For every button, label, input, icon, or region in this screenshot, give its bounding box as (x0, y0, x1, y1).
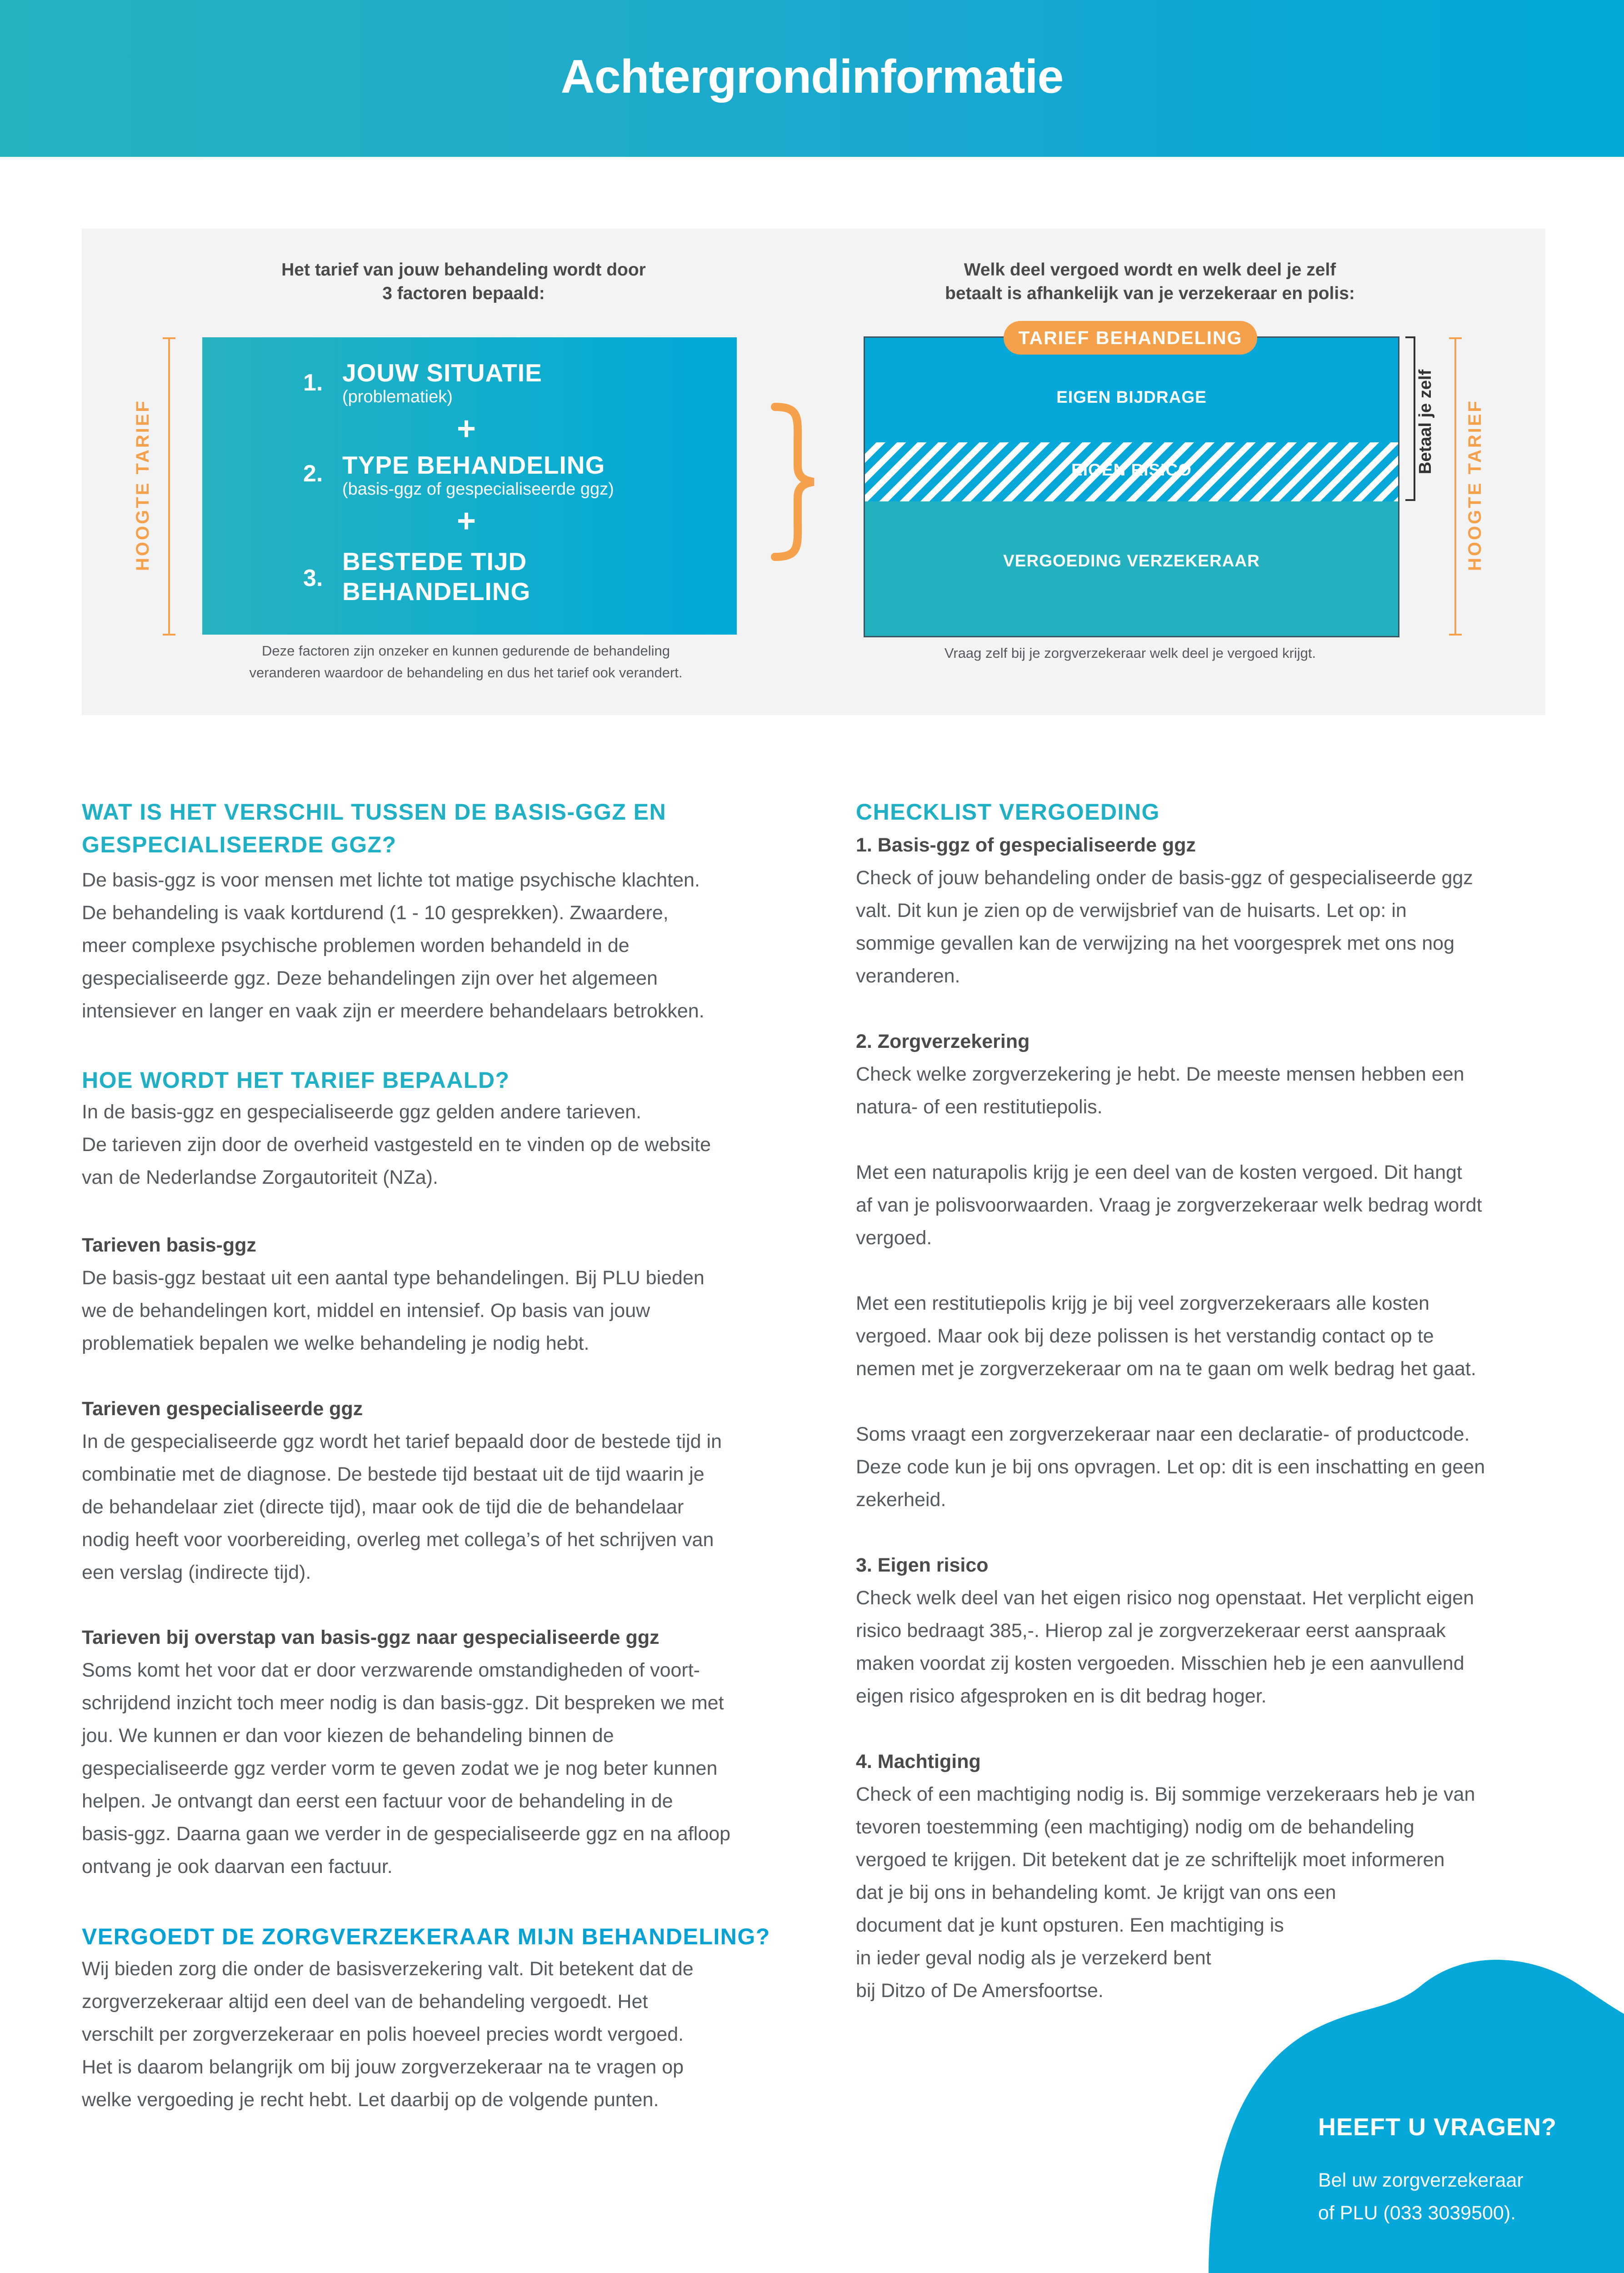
right-axis-label: HOOGTE TARIEF (1465, 399, 1485, 571)
overstap-paragraph: Soms komt het voor dat er door verzwarende omstandigheden of voort- schrijdend inzicht toch meer nodig is dan basis-ggz. Dit bespreken we met jou. We kunnen er dan voor kiezen de behandeling binnen de gespecialiseerde ggz verder vorm te geven zodat we je nog beter kunnen helpen. Je ontvangt dan eerst een factuur voor de behandeling in de basis-ggz. Daarna gaan we verder in de gespecialiseerde ggz en na afloop ontvang je ook daarvan een factuur. (82, 1659, 731, 1877)
subheading-overstap: Tarieven bij overstap van basis-ggz naar gespecialiseerde ggz (82, 1627, 660, 1648)
pay-yourself-label: Betaal je zelf (1416, 369, 1435, 475)
gespecialiseerde-ggz-paragraph: In de gespecialiseerde ggz wordt het tarief bepaald door de bestede tijd in combinatie met de diagnose. De bestede tijd bestaat uit de tijd waarin je de behandelaar ziet (directe tijd), maar ook de tijd die de behandelaar nodig heeft voor voorbereiding, overleg met collega’s of het schrijven van een verslag (indirecte tijd). (82, 1431, 722, 1583)
factor-3-number: 3. (303, 565, 323, 591)
heading-tariff-determined: HOE WORDT HET TARIEF BEPAALD? (82, 1067, 510, 1093)
checklist-item-2-title: 2. Zorgverzekering (856, 1031, 1030, 1052)
basis-ggz-paragraph: De basis-ggz bestaat uit een aantal type behandelingen. Bij PLU bieden we de behandelingen kort, middel en intensief. Op basis van jouw problematiek bepalen we welke behandeling je nodig hebt. (82, 1267, 705, 1354)
insurer-coverage-label: VERGOEDING VERZEKERAAR (1003, 551, 1260, 570)
heading-difference: WAT IS HET VERSCHIL TUSSEN DE BASIS-GGZ EN GESPECIALISEERDE GGZ? (82, 799, 667, 857)
declaration-code-text: Soms vraagt een zorgverzekeraar naar een declaratie- of productcode. Deze code kun je bij ons opvragen. Let op: dit is een inschatting en geen zekerheid. (856, 1423, 1485, 1511)
own-contribution-label: EIGEN BIJDRAGE (1056, 388, 1207, 406)
insurer-coverage-paragraph: Wij bieden zorg die onder de basisverzekering valt. Dit betekent dat de zorgverzekeraar altijd een deel van de behandeling vergoedt. Het verschilt per zorgverzekeraar en polis hoeveel precies wordt vergoed. Het is daarom belangrijk om bij jouw zorgverzekeraar na te vragen op welke vergoeding je recht hebt. Let daarbij op de volgende punten. (82, 1958, 694, 2111)
factor-1-sub: (problematiek) (342, 387, 453, 406)
tariff-determined-paragraph: In de basis-ggz en gespecialiseerde ggz gelden andere tarieven. De tarieven zijn door de overheid vastgesteld en te vinden op de website van de Nederlandse Zorgautoriteit (NZa). (82, 1101, 711, 1188)
page-title: Achtergrondinformatie (560, 50, 1064, 103)
checklist-item-2-text: Check welke zorgverzekering je hebt. De meeste mensen hebben een natura- of een restitutiepolis. (856, 1063, 1464, 1118)
subheading-basis-ggz: Tarieven basis-ggz (82, 1234, 256, 1256)
right-infographic-caption: Welk deel vergoed wordt en welk deel je zelf betaalt is afhankelijk van je verzekeraar en polis: (945, 260, 1355, 303)
factor-2-number: 2. (303, 461, 323, 487)
contact-heading: HEEFT U VRAGEN? (1318, 2113, 1557, 2141)
heading-insurer-coverage: VERGOEDT DE ZORGVERZEKERAAR MIJN BEHANDELING? (82, 1924, 770, 1949)
naturapolis-text: Met een naturapolis krijg je een deel van de kosten vergoed. Dit hangt af van je polisvoorwaarden. Vraag je zorgverzekeraar welk bedrag wordt vergoed. (856, 1162, 1482, 1249)
checklist-item-1-text: Check of jouw behandeling onder de basis-ggz of gespecialiseerde ggz valt. Dit kun je zien op de verwijsbrief van de huisarts. Let op: in sommige gevallen kan de verwijzing na het voorgesprek met ons nog veranderen. (856, 867, 1473, 987)
own-risk-label: EIGEN RISICO (1071, 461, 1192, 479)
difference-paragraph: De basis-ggz is voor mensen met lichte tot matige psychische klachten. De behandeling is vaak kortdurend (1 - 10 gesprekken). Zwaardere, meer complexe psychische problemen worden behandeld in de gespecialiseerde ggz. Deze behandelingen zijn over het algemeen intensiever en langer en vaak zijn er meerdere behandelaars betrokken. (82, 869, 705, 1022)
checklist-item-4-text: Check of een machtiging nodig is. Bij sommige verzekeraars heb je van tevoren toestemming (een machtiging) nodig om de behandeling vergoed te krijgen. Dit betekent dat je ze schriftelijk moet informeren dat je bij ons in behandeling komt. Je krijgt van ons een document dat je kunt opsturen. Een machtiging is in ieder geval nodig als je verzekerd bent bij Ditzo of De Amersfoortse. (856, 1783, 1475, 2002)
subheading-gespecialiseerde-ggz: Tarieven gespecialiseerde ggz (82, 1398, 363, 1420)
tariff-pill: TARIEF BEHANDELING (1004, 321, 1257, 355)
checklist-item-3-text: Check welk deel van het eigen risico nog openstaat. Het verplicht eigen risico bedraagt 385,-. Hierop zal je zorgverzekeraar eerst aanspraak maken voordat zij kosten vergoeden. Misschien heb je een aanvullend eigen risico afgesproken en is dit bedrag hoger. (856, 1587, 1474, 1707)
left-infographic-caption: Het tarief van jouw behandeling wordt door 3 factoren bepaald: (281, 260, 646, 303)
factor-1-title: JOUW SITUATIE (342, 359, 542, 387)
factor-1-number: 1. (303, 370, 323, 396)
checklist-item-1-title: 1. Basis-ggz of gespecialiseerde ggz (856, 834, 1196, 856)
heading-checklist: CHECKLIST VERGOEDING (856, 799, 1160, 825)
contact-text: Bel uw zorgverzekeraar of PLU (033 3039500). (1318, 2169, 1524, 2224)
checklist-item-3-title: 3. Eigen risico (856, 1554, 989, 1576)
plus-1: + (457, 411, 476, 447)
left-axis-label: HOOGTE TARIEF (133, 399, 153, 571)
checklist-item-4-title: 4. Machtiging (856, 1751, 981, 1772)
factor-2-sub: (basis-ggz of gespecialiseerde ggz) (342, 480, 614, 499)
factor-3-title: BESTEDE TIJD BEHANDELING (342, 547, 531, 606)
tariff-note: Vraag zelf bij je zorgverzekeraar welk deel je vergoed krijgt. (944, 645, 1316, 661)
factor-2-title: TYPE BEHANDELING (342, 451, 605, 479)
factors-note: Deze factoren zijn onzeker en kunnen gedurende de behandeling veranderen waardoor de behandeling en dus het tarief ook verandert. (249, 643, 683, 681)
plus-2: + (457, 503, 476, 539)
restitutiepolis-text: Met een restitutiepolis krijg je bij veel zorgverzekeraars alle kosten vergoed. Maar ook bij deze polissen is het verstandig contact op te nemen met je zorgverzekeraar om na te gaan om welk bedrag het gaat. (856, 1292, 1476, 1380)
